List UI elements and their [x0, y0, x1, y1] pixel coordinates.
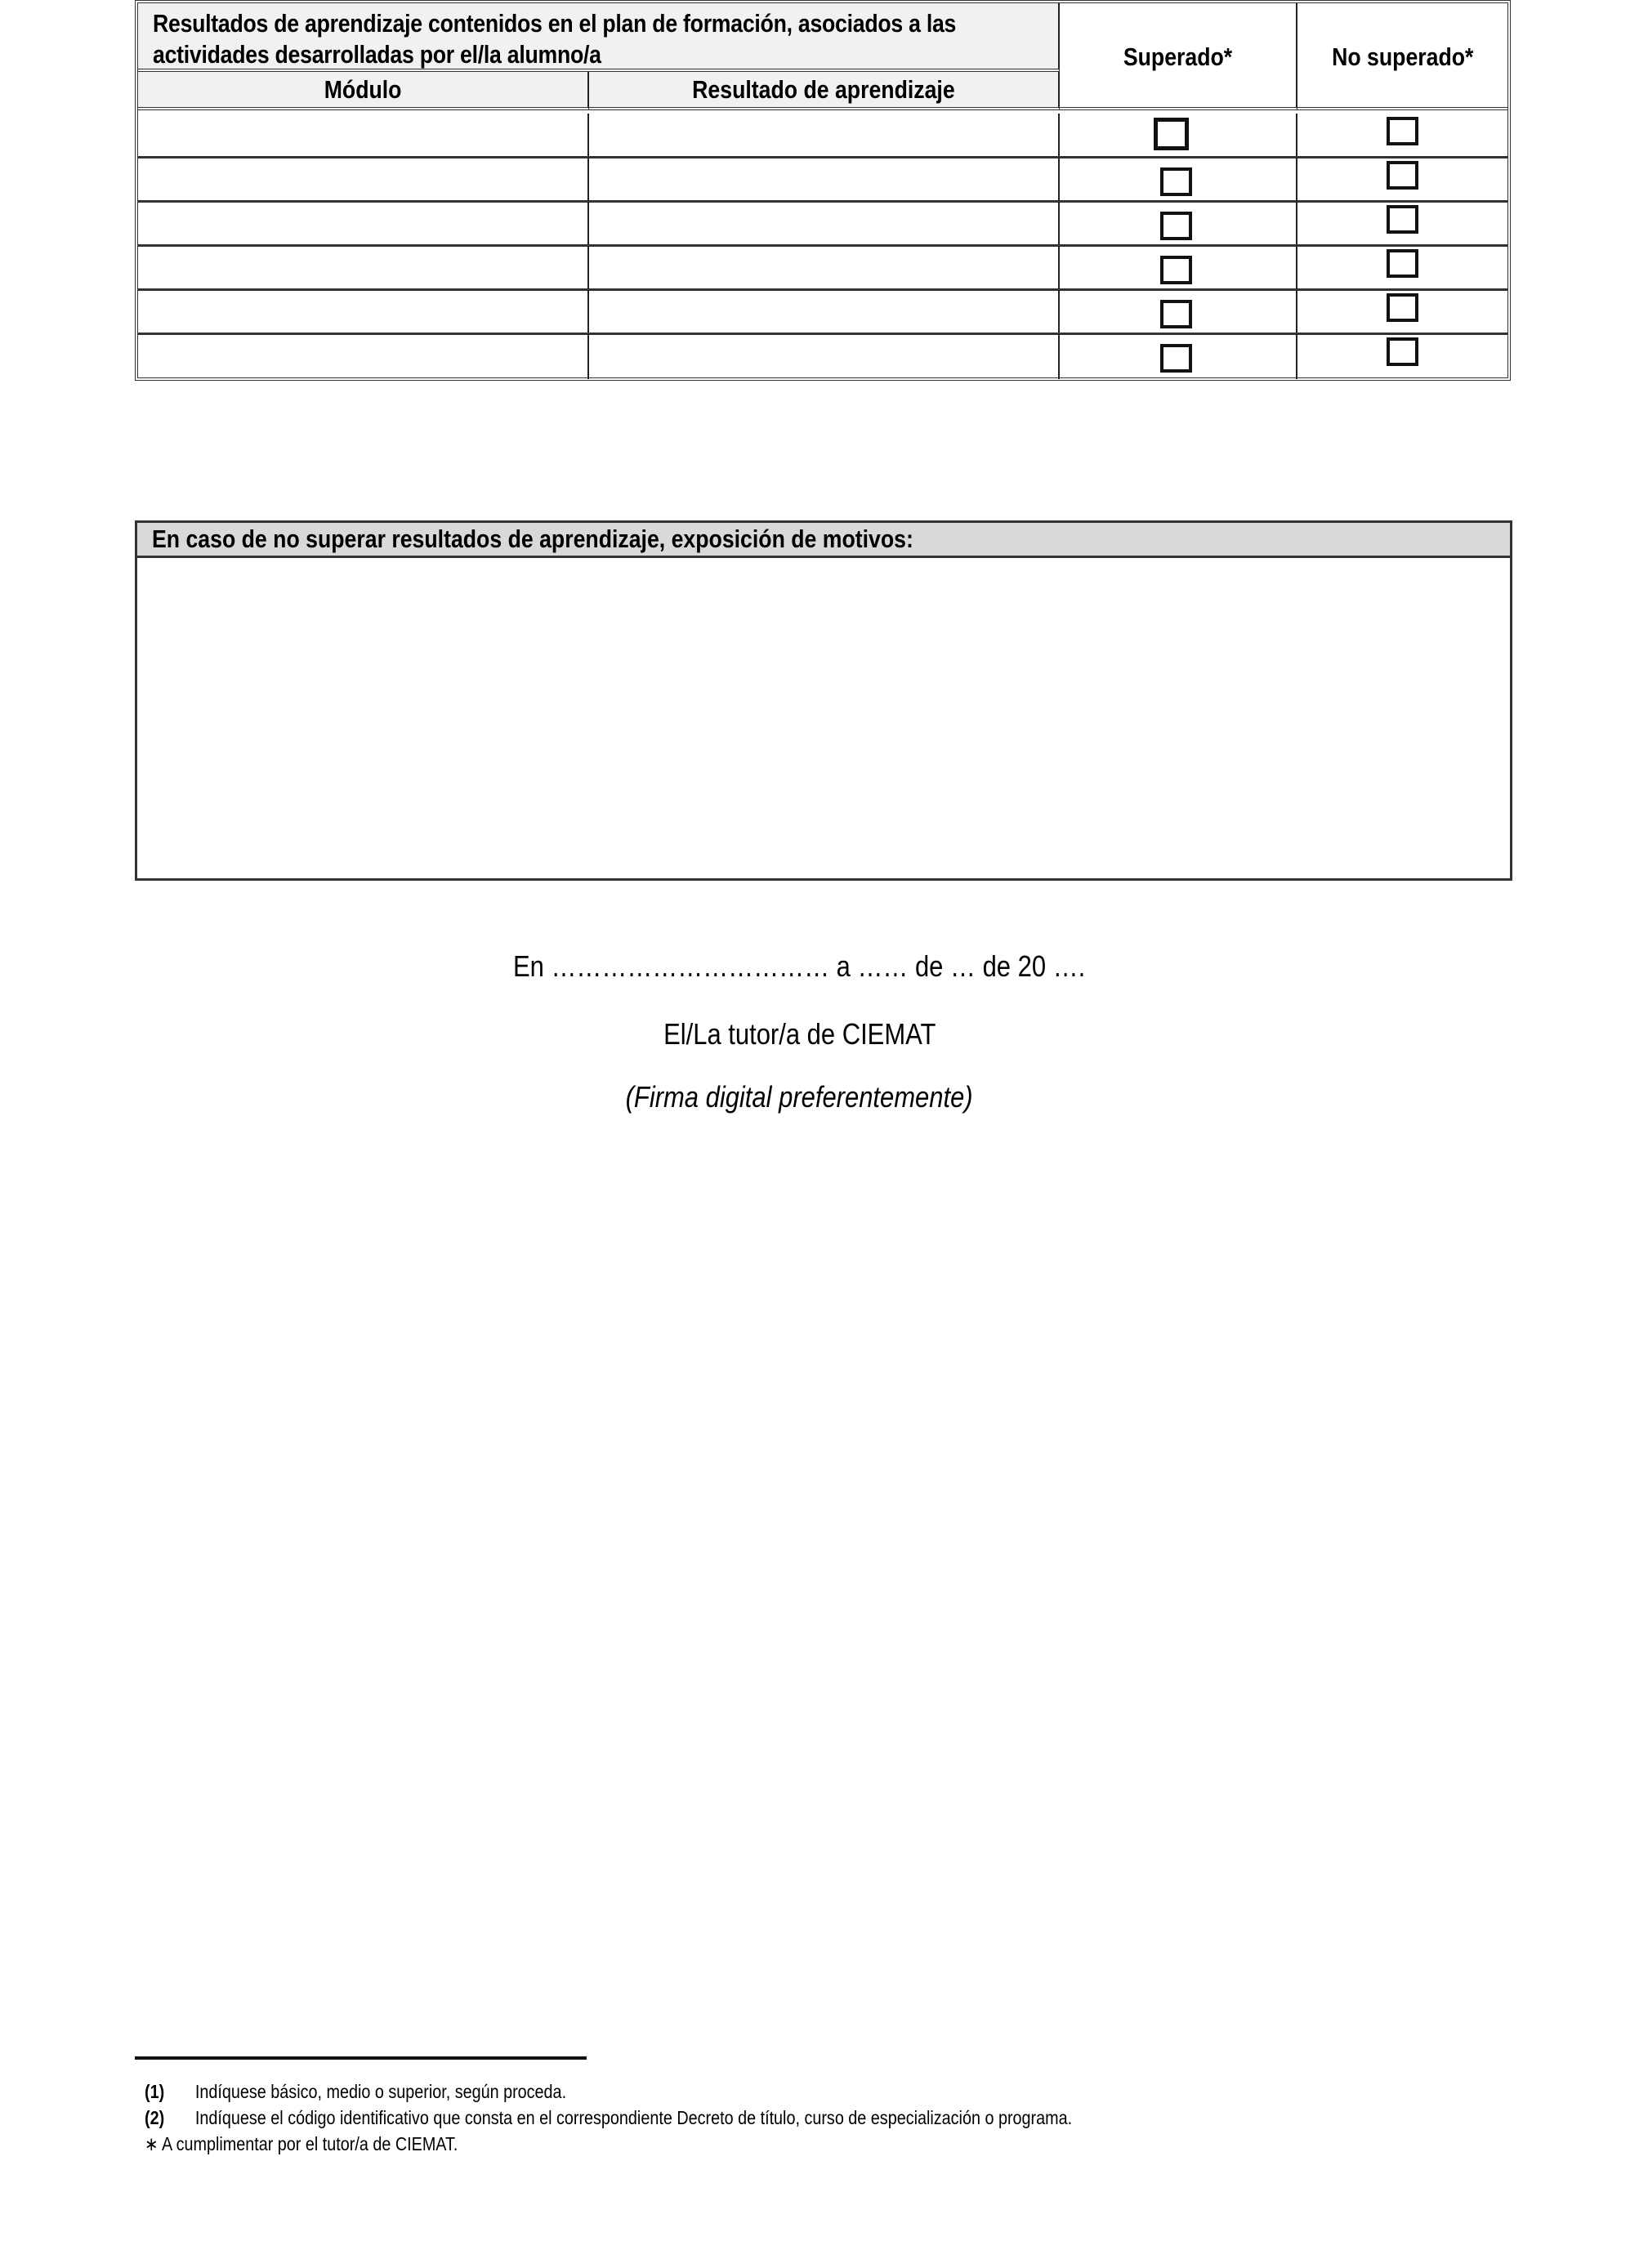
footnote-marker: (1)	[145, 2081, 165, 2102]
passed-checkbox[interactable]	[1160, 167, 1192, 196]
table-row	[138, 246, 1507, 291]
footnote-asterisk	[145, 2132, 509, 2156]
footnote-marker: ∗	[145, 2133, 159, 2154]
signer-role	[0, 1017, 1623, 1051]
reasons-box	[135, 520, 1512, 881]
not-passed-checkbox[interactable]	[1387, 161, 1418, 190]
learning-outcome-cell[interactable]	[589, 334, 1060, 379]
not-passed-checkbox[interactable]	[1387, 205, 1418, 234]
footnote-text: A cumplimentar por el tutor/a de CIEMAT.	[161, 2133, 458, 2154]
learning-outcomes-table	[135, 0, 1511, 381]
footnote-marker: (2)	[145, 2107, 165, 2128]
footnote-separator	[135, 2056, 587, 2060]
table-row	[138, 202, 1507, 247]
reasons-text-area[interactable]	[137, 558, 1510, 878]
table-title	[138, 3, 1060, 72]
table-row	[138, 158, 1507, 203]
column-header-module-label: Módulo	[324, 75, 402, 104]
passed-checkbox[interactable]	[1154, 118, 1189, 150]
column-header-not-passed-label: No superado*	[1331, 42, 1474, 71]
learning-outcome-cell[interactable]	[589, 158, 1060, 200]
footnote-2	[145, 2105, 1223, 2130]
learning-outcome-cell[interactable]	[589, 290, 1060, 333]
not-passed-cell	[1297, 334, 1507, 379]
passed-cell	[1060, 158, 1297, 200]
column-header-module	[138, 72, 589, 110]
module-cell[interactable]	[138, 202, 589, 244]
passed-cell	[1060, 334, 1297, 379]
column-header-learning-outcome-label: Resultado de aprendizaje	[692, 75, 955, 104]
footnote-1	[145, 2079, 635, 2104]
column-header-passed-label: Superado*	[1123, 42, 1233, 71]
signature-note-text: (Firma digital preferentemente)	[625, 1080, 973, 1114]
module-cell[interactable]	[138, 290, 589, 333]
table-row	[138, 290, 1507, 335]
footnote-text: Indíquese el código identificativo que consta en el correspondiente Decreto de título, curso de especialización o programa.	[194, 2107, 1073, 2128]
passed-cell	[1060, 246, 1297, 288]
passed-checkbox[interactable]	[1160, 256, 1192, 284]
signature-note	[0, 1080, 1623, 1114]
reasons-header	[137, 523, 1510, 558]
table-title-line-2: actividades desarrolladas por el/la alumno/a	[153, 40, 601, 69]
module-cell[interactable]	[138, 114, 589, 156]
module-cell[interactable]	[138, 246, 589, 288]
table-body	[138, 114, 1507, 377]
not-passed-checkbox[interactable]	[1387, 337, 1418, 366]
not-passed-cell	[1297, 290, 1507, 333]
table-title-line-1: Resultados de aprendizaje contenidos en el plan de formación, asociados a las	[153, 9, 957, 38]
place-date-line	[0, 949, 1623, 984]
passed-cell	[1060, 202, 1297, 244]
not-passed-checkbox[interactable]	[1387, 293, 1418, 322]
passed-cell	[1060, 114, 1297, 156]
column-header-learning-outcome	[589, 72, 1060, 110]
table-row	[138, 334, 1507, 379]
not-passed-checkbox[interactable]	[1387, 117, 1418, 145]
not-passed-cell	[1297, 114, 1507, 156]
column-header-passed	[1060, 3, 1297, 110]
learning-outcome-cell[interactable]	[589, 114, 1060, 156]
table-row	[138, 114, 1507, 158]
not-passed-cell	[1297, 202, 1507, 244]
not-passed-checkbox[interactable]	[1387, 249, 1418, 278]
reasons-header-label: En caso de no superar resultados de aprendizaje, exposición de motivos:	[152, 525, 913, 553]
not-passed-cell	[1297, 246, 1507, 288]
passed-checkbox[interactable]	[1160, 212, 1192, 240]
learning-outcome-cell[interactable]	[589, 202, 1060, 244]
footnote-text: Indíquese básico, medio o superior, según proceda.	[194, 2081, 567, 2102]
passed-checkbox[interactable]	[1160, 300, 1192, 328]
learning-outcome-cell[interactable]	[589, 246, 1060, 288]
column-header-not-passed	[1297, 3, 1507, 110]
signer-role-text: El/La tutor/a de CIEMAT	[663, 1017, 936, 1051]
place-date-text: En …………………………… a …… de … de 20 ….	[513, 949, 1086, 983]
passed-cell	[1060, 290, 1297, 333]
passed-checkbox[interactable]	[1160, 344, 1192, 373]
not-passed-cell	[1297, 158, 1507, 200]
module-cell[interactable]	[138, 334, 589, 379]
module-cell[interactable]	[138, 158, 589, 200]
